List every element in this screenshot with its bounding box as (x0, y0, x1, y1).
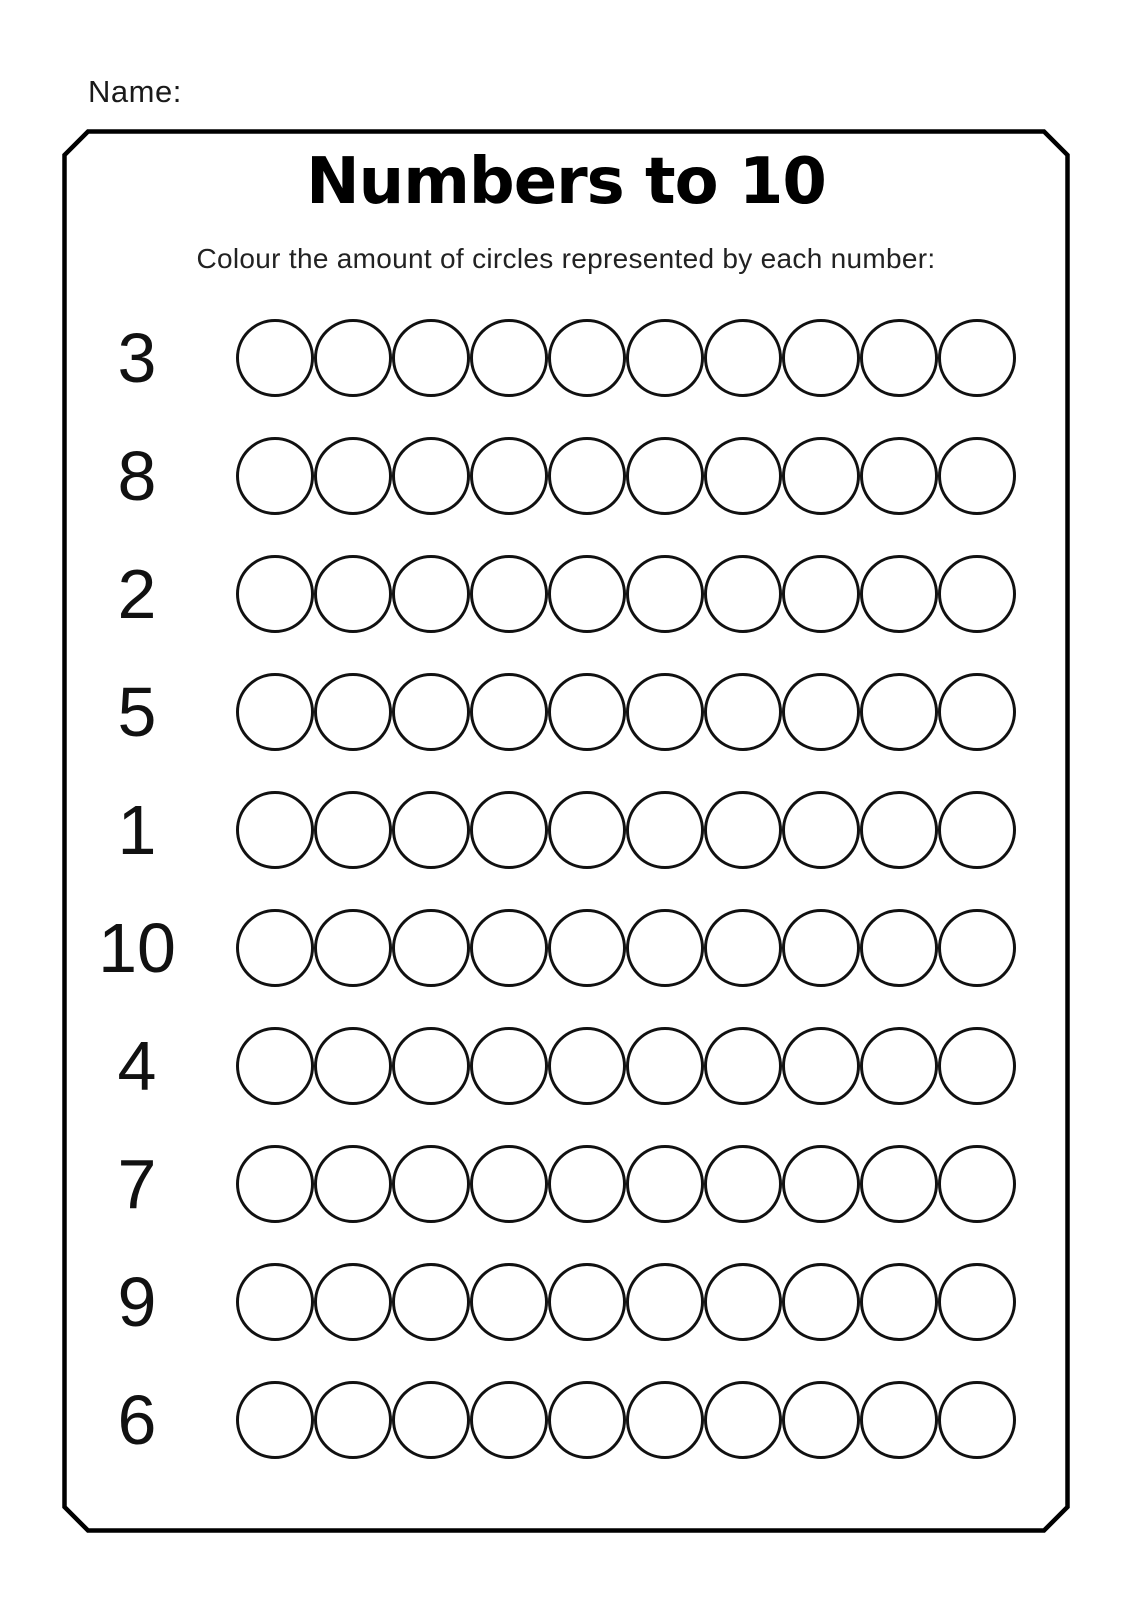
circle (392, 437, 470, 515)
circle (860, 1381, 938, 1459)
circle-row (236, 1263, 1016, 1341)
circle (314, 909, 392, 987)
circle (236, 1145, 314, 1223)
circle (392, 1145, 470, 1223)
circle (314, 1381, 392, 1459)
circle (470, 319, 548, 397)
circle (314, 673, 392, 751)
circle (938, 1263, 1016, 1341)
circle (938, 791, 1016, 869)
circle (938, 319, 1016, 397)
circle (782, 1027, 860, 1105)
circle (626, 1263, 704, 1341)
circle (860, 555, 938, 633)
circle-row (236, 1381, 1016, 1459)
circle (236, 1381, 314, 1459)
circle (782, 1381, 860, 1459)
rows (62, 319, 1070, 1459)
circle (860, 319, 938, 397)
worksheet-row (62, 555, 1070, 633)
circle (548, 1145, 626, 1223)
circle (626, 791, 704, 869)
circle-row (236, 555, 1016, 633)
worksheet-frame (62, 129, 1070, 1533)
circle (392, 555, 470, 633)
circle (860, 909, 938, 987)
circle (548, 1381, 626, 1459)
row-number: 6 (117, 1381, 157, 1459)
row-number: 7 (117, 1145, 157, 1223)
circle (704, 1381, 782, 1459)
circle (626, 909, 704, 987)
circle (782, 1263, 860, 1341)
circle (938, 1145, 1016, 1223)
row-number: 10 (98, 909, 176, 987)
circle (704, 1027, 782, 1105)
circle (236, 1263, 314, 1341)
circle (470, 1263, 548, 1341)
circle (548, 1263, 626, 1341)
circle (314, 319, 392, 397)
worksheet-row (62, 1263, 1070, 1341)
circle (314, 1263, 392, 1341)
circle (626, 555, 704, 633)
circle (548, 791, 626, 869)
circle (704, 673, 782, 751)
circle (392, 1263, 470, 1341)
circle (704, 909, 782, 987)
circle (392, 791, 470, 869)
circle (860, 791, 938, 869)
circle (236, 673, 314, 751)
circle (392, 319, 470, 397)
row-number: 4 (117, 1027, 157, 1105)
circle (704, 1145, 782, 1223)
circle-row (236, 673, 1016, 751)
worksheet-row (62, 1381, 1070, 1459)
circle-row (236, 1027, 1016, 1105)
circle (860, 1263, 938, 1341)
circle (782, 791, 860, 869)
circle (236, 437, 314, 515)
circle (626, 319, 704, 397)
row-number: 8 (117, 437, 157, 515)
circle (470, 909, 548, 987)
circle (470, 1145, 548, 1223)
circle-row (236, 791, 1016, 869)
circle (938, 1027, 1016, 1105)
circle (938, 1381, 1016, 1459)
page-title: Numbers to 10 (306, 145, 826, 219)
circle-row (236, 437, 1016, 515)
circle (314, 437, 392, 515)
circle (548, 673, 626, 751)
circle (470, 555, 548, 633)
circle-row (236, 1145, 1016, 1223)
circle (548, 437, 626, 515)
row-number: 3 (117, 319, 157, 397)
worksheet-row (62, 791, 1070, 869)
circle (626, 1145, 704, 1223)
circle (392, 673, 470, 751)
circle (704, 437, 782, 515)
circle (704, 791, 782, 869)
circle (548, 1027, 626, 1105)
circle (392, 909, 470, 987)
worksheet-row (62, 673, 1070, 751)
circle (782, 437, 860, 515)
circle (626, 437, 704, 515)
circle (470, 437, 548, 515)
circle (470, 1381, 548, 1459)
worksheet-row (62, 1027, 1070, 1105)
circle (938, 437, 1016, 515)
circle (236, 555, 314, 633)
circle (860, 1145, 938, 1223)
circle (938, 673, 1016, 751)
circle (314, 555, 392, 633)
circle (704, 555, 782, 633)
circle (782, 673, 860, 751)
circle (626, 673, 704, 751)
row-number: 5 (117, 673, 157, 751)
circle (470, 1027, 548, 1105)
circle (470, 673, 548, 751)
circle (782, 909, 860, 987)
circle (236, 791, 314, 869)
circle (314, 791, 392, 869)
row-number: 9 (117, 1263, 157, 1341)
circle (782, 555, 860, 633)
worksheet-row (62, 909, 1070, 987)
circle (938, 555, 1016, 633)
circle (236, 909, 314, 987)
circle (314, 1027, 392, 1105)
name-label: Name: (88, 74, 182, 109)
worksheet-row (62, 319, 1070, 397)
circle (314, 1145, 392, 1223)
circle (860, 437, 938, 515)
circle (704, 319, 782, 397)
worksheet-row (62, 1145, 1070, 1223)
row-number: 1 (117, 791, 157, 869)
circle (470, 791, 548, 869)
circle-row (236, 909, 1016, 987)
worksheet-row (62, 437, 1070, 515)
circle (392, 1381, 470, 1459)
circle-row (236, 319, 1016, 397)
instructions-text: Colour the amount of circles represented by each number: (196, 243, 936, 274)
circle (548, 319, 626, 397)
circle (938, 909, 1016, 987)
circle (860, 1027, 938, 1105)
circle (548, 555, 626, 633)
circle (860, 673, 938, 751)
circle (626, 1027, 704, 1105)
circle (236, 319, 314, 397)
row-number: 2 (117, 555, 157, 633)
circle (782, 319, 860, 397)
circle (782, 1145, 860, 1223)
circle (236, 1027, 314, 1105)
circle (392, 1027, 470, 1105)
circle (548, 909, 626, 987)
circle (626, 1381, 704, 1459)
circle (704, 1263, 782, 1341)
